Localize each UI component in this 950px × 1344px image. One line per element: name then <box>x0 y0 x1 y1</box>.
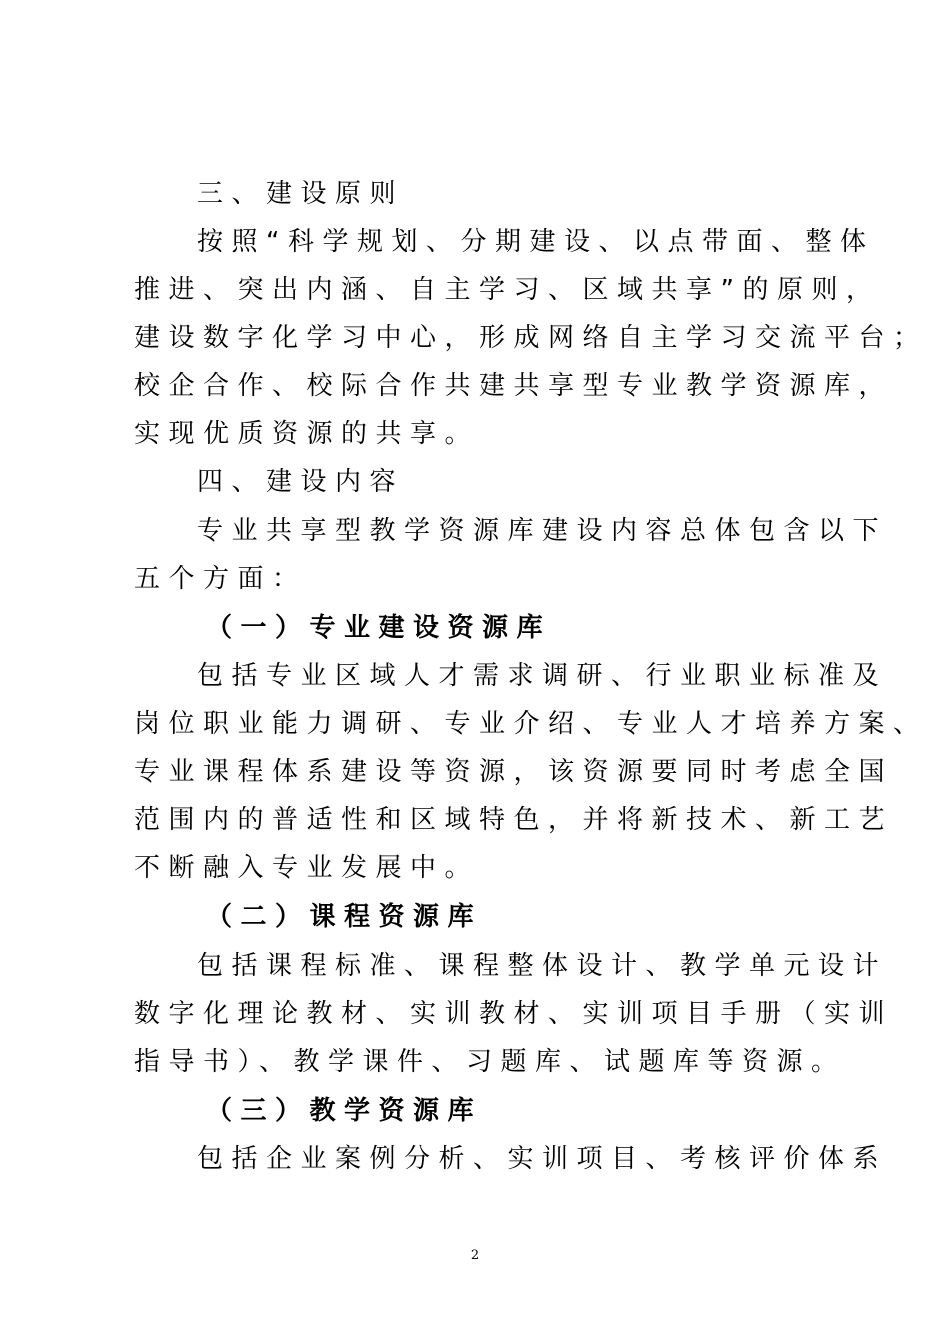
paragraph-line: 包括课程标准、课程整体设计、教学单元设计 <box>197 951 888 981</box>
subsection-heading-3: （三）教学资源库 <box>206 1096 483 1126</box>
section-heading-principles: 三、建设原则 <box>197 179 405 209</box>
paragraph-line: 实现优质资源的共享。 <box>134 419 480 449</box>
paragraph-line: 指导书）、教学课件、习题库、试题库等资源。 <box>134 1047 846 1077</box>
paragraph-line: 包括企业案例分析、实训项目、考核评价体系 <box>197 1144 888 1174</box>
paragraph-line: 范围内的普适性和区域特色，并将新技术、新工艺 <box>134 805 894 835</box>
subsection-heading-1: （一）专业建设资源库 <box>206 613 552 643</box>
paragraph-line: 不断融入专业发展中。 <box>134 853 480 883</box>
section-heading-content: 四、建设内容 <box>197 467 405 497</box>
paragraph-line: 建设数字化学习中心，形成网络自主学习交流平台； <box>134 323 928 353</box>
subsection-heading-2: （二）课程资源库 <box>206 902 483 932</box>
paragraph-line: 五个方面： <box>134 564 307 594</box>
paragraph-line: 推进、突出内涵、自主学习、区域共享”的原则， <box>134 275 881 305</box>
paragraph-line: 包括专业区域人才需求调研、行业职业标准及 <box>197 661 888 691</box>
paragraph-line: 校企合作、校际合作共建共享型专业教学资源库， <box>134 371 894 401</box>
paragraph-line: 按照“科学规划、分期建设、以点带面、整体 <box>197 227 875 257</box>
page-number: 2 <box>470 1248 480 1263</box>
paragraph-line: 专业共享型教学资源库建设内容总体包含以下 <box>197 516 888 546</box>
paragraph-line: 专业课程体系建设等资源，该资源要同时考虑全国 <box>134 757 894 787</box>
paragraph-line: 岗位职业能力调研、专业介绍、专业人才培养方案、 <box>134 709 928 739</box>
paragraph-line: 数字化理论教材、实训教材、实训项目手册（实训 <box>134 999 894 1029</box>
